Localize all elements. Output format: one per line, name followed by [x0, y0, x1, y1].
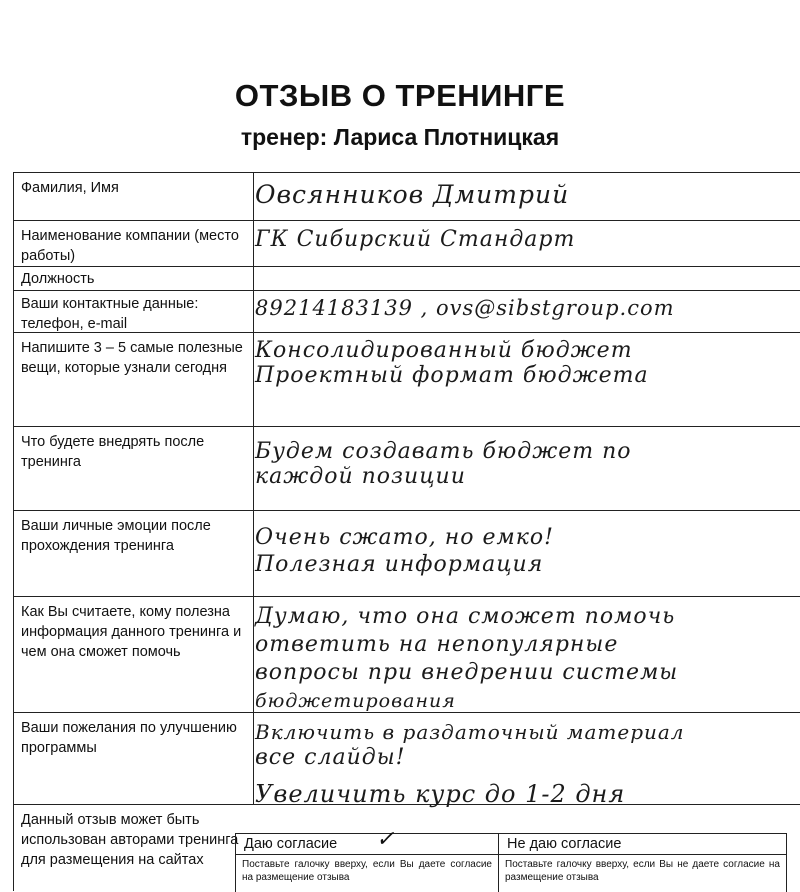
row-label: Должность	[21, 271, 95, 287]
disagree-note: Поставьте галочку вверху, если Вы не даете согласие на размещение отзыва	[505, 859, 780, 883]
consent-disagree[interactable]	[499, 834, 786, 892]
row-label: Как Вы считаете, кому полезна информация данного тренинга и чем она сможет помочь	[21, 604, 242, 660]
row-label: Ваши личные эмоции после прохождения тренинга	[21, 518, 211, 554]
answer-suggestions-line-2: все слайды!	[255, 745, 406, 770]
row-label: Ваши контактные данные: телефон, e-mail	[21, 296, 199, 332]
answer-benefit-line-3: вопросы при внедрении системы	[255, 660, 679, 685]
answer-implement-line-1: Будем создавать бюджет по	[255, 439, 632, 464]
answer-suggestions-line-1: Включить в раздаточный материал	[255, 720, 685, 744]
row-label: Ваши пожелания по улучшению программы	[21, 720, 237, 756]
answer-contacts: 89214183139 , ovs@sibstgroup.com	[255, 296, 675, 320]
answer-emotions-line-1: Очень сжато, но емко!	[255, 525, 554, 550]
check-mark-icon: ✓	[376, 827, 395, 852]
answer-useful-line-2: Проектный формат бюджета	[255, 363, 649, 388]
answer-name: Овсянников Дмитрий	[255, 180, 570, 209]
answer-suggestions-line-3: Увеличить курс до 1-2 дня	[255, 780, 626, 808]
answer-useful-line-1: Консолидированный бюджет	[255, 338, 633, 363]
answer-implement-line-2: каждой позиции	[255, 464, 466, 489]
row-label: Что будете внедрять после тренинга	[21, 434, 205, 470]
answer-emotions-line-2: Полезная информация	[255, 552, 544, 577]
row-label: Фамилия, Имя	[21, 180, 119, 196]
agree-label: Даю согласие	[244, 836, 338, 852]
answer-company: ГК Сибирский Стандарт	[255, 227, 576, 252]
form-row-position	[13, 266, 800, 291]
consent-agree[interactable]	[236, 827, 499, 892]
row-label: Напишите 3 – 5 самые полезные вещи, которые узнали сегодня	[21, 340, 243, 376]
answer-benefit-line-2: ответить на непопулярные	[255, 632, 619, 657]
consent-box	[235, 827, 787, 892]
answer-benefit-line-4: бюджетирования	[255, 690, 456, 712]
form-title: ОТЗЫВ О ТРЕНИНГЕ	[234, 78, 566, 113]
agree-note: Поставьте галочку вверху, если Вы даете согласие на размещение отзыва	[242, 859, 492, 883]
trainer-subtitle: тренер: Лариса Плотницкая	[240, 124, 560, 150]
row-label: Данный отзыв может быть использован авторами тренинга для размещения на сайтах	[21, 812, 239, 868]
row-label: Наименование компании (место работы)	[21, 228, 239, 264]
disagree-label: Не даю согласие	[507, 836, 622, 852]
answer-benefit-line-1: Думаю, что она сможет помочь	[255, 604, 676, 629]
